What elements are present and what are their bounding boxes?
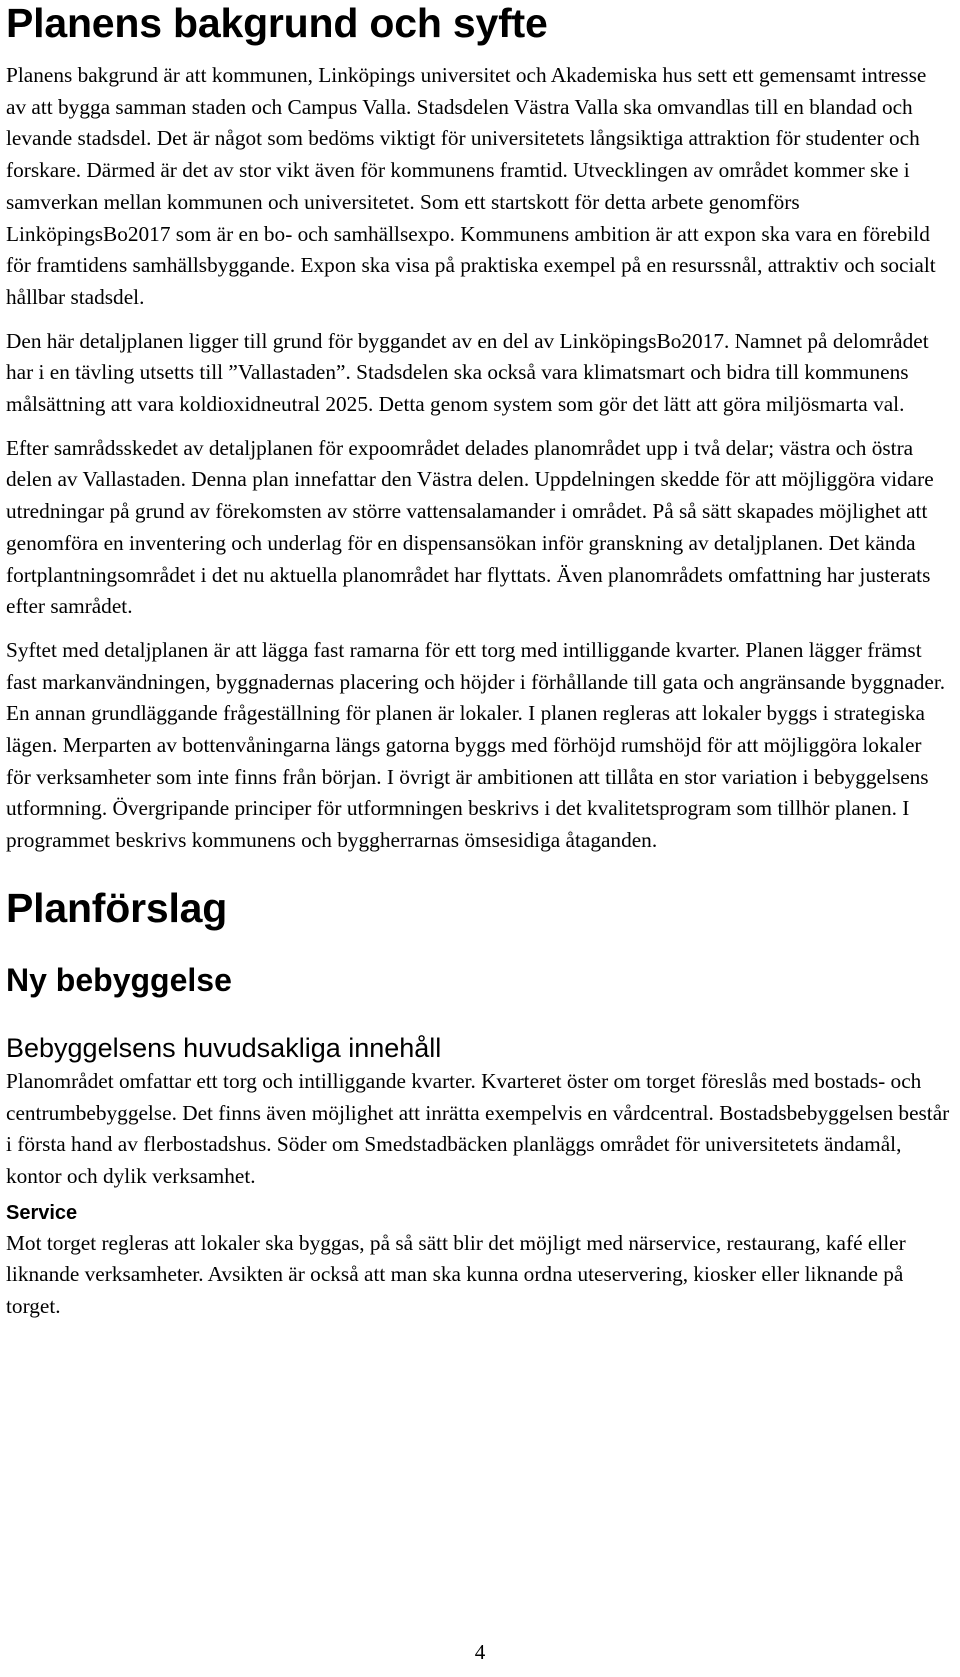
subsection-heading-main-content: Bebyggelsens huvudsakliga innehåll: [6, 1032, 442, 1063]
paragraph-consultation: Efter samrådsskedet av detaljplanen för expoområdet delades planområdet upp i två delar; västra och östra delen av Vallastaden. Denna plan innefattar den Västra delen. Uppdelningen skedde för att möjliggöra vidare utredningar på grund av förekomsten av större vattensalamander i området. På så sätt skapades möjlighet att genomföra en inventering och underlag för en dispensansökan inför granskning av detaljplanen. Det kända fortplantningsområdet i det nu aktuella planområdet har flyttats. Även planområdets omfattning har justerats efter samrådet.: [6, 435, 934, 619]
section-heading-plan-proposal: Planförslag: [6, 884, 228, 931]
paragraph-service: Mot torget regleras att lokaler ska byggas, på så sätt blir det möjligt med närservice, restaurang, kafé eller liknande verksamheter. Avsikten är också att man ska kunna ordna uteservering, kiosker eller liknande på torget.: [6, 1230, 906, 1319]
paragraph-purpose: Syftet med detaljplanen är att lägga fast ramarna för ett torg med intilliggande kvarter. Planen lägger främst fast markanvändningen, byggnadernas placering och höjder i förhållande till gata och angränsande byggnader. En annan grundläggande frågeställning för planen är lokaler. I planen regleras att lokaler byggs i strategiska lägen. Merparten av bottenvåningarna längs gatorna byggs med förhöjd rumshöjd för att möjliggöra lokaler för verksamheter som inte finns från början. I övrigt är ambitionen att tillåta en stor variation i bebyggelsens utformning. Övergripande principer för utformningen beskrivs i det kvalitetsprogram som tillhör planen. I programmet beskrivs kommunens och byggherrarnas ömsesidiga åtaganden.: [6, 637, 946, 853]
paragraph-background: Planens bakgrund är att kommunen, Linköpings universitet och Akademiska hus sett ett gemensamt intresse av att bygga samman staden och Campus Valla. Stadsdelen Västra Valla ska omvandlas till en blandad och levande stadsdel. Det är något som bedöms viktigt för universitetets långsiktiga attraktion för studenter och forskare. Därmed är det av stor vikt även för kommunens framtid. Utvecklingen av området kommer ske i samverkan mellan kommunen och universitetet. Som ett startskott för detta arbete genomförs LinköpingsBo2017 som är en bo- och samhällsexpo. Kommunens ambition är att expon ska vara en förebild för framtidens samhällsbyggande. Expon ska visa på praktiska exempel på en resurssnål, attraktiv och socialt hållbar stadsdel.: [6, 63, 936, 309]
subheading-new-buildings: Ny bebyggelse: [6, 961, 232, 998]
subsection-heading-service: Service: [6, 1201, 78, 1224]
document-page: [6, 0, 951, 1323]
paragraph-main-content: Planområdet omfattar ett torg och intilliggande kvarter. Kvarteret öster om torget föreslås med bostads- och centrumbebyggelse. Det finns även möjlighet att inrätta exempelvis en vårdcentral. Bostadsbebyggelsen består i första hand av flerbostadshus. Söder om Smedstadbäcken planläggs området för universitetets ändamål, kontor och dylik verksamhet.: [6, 1068, 950, 1188]
paragraph-detailed-plan: Den här detaljplanen ligger till grund för byggandet av en del av LinköpingsBo2017. Namnet på delområdet har i en tävling utsetts till ”Vallastaden”. Stadsdelen ska också vara klimatsmart och bidra till kommunens målsättning att vara koldioxidneutral 2025. Detta genom system som gör det lätt att göra miljösmarta val.: [6, 328, 929, 417]
section-heading-background: Planens bakgrund och syfte: [6, 0, 548, 46]
page-number: 4: [474, 1640, 486, 1664]
